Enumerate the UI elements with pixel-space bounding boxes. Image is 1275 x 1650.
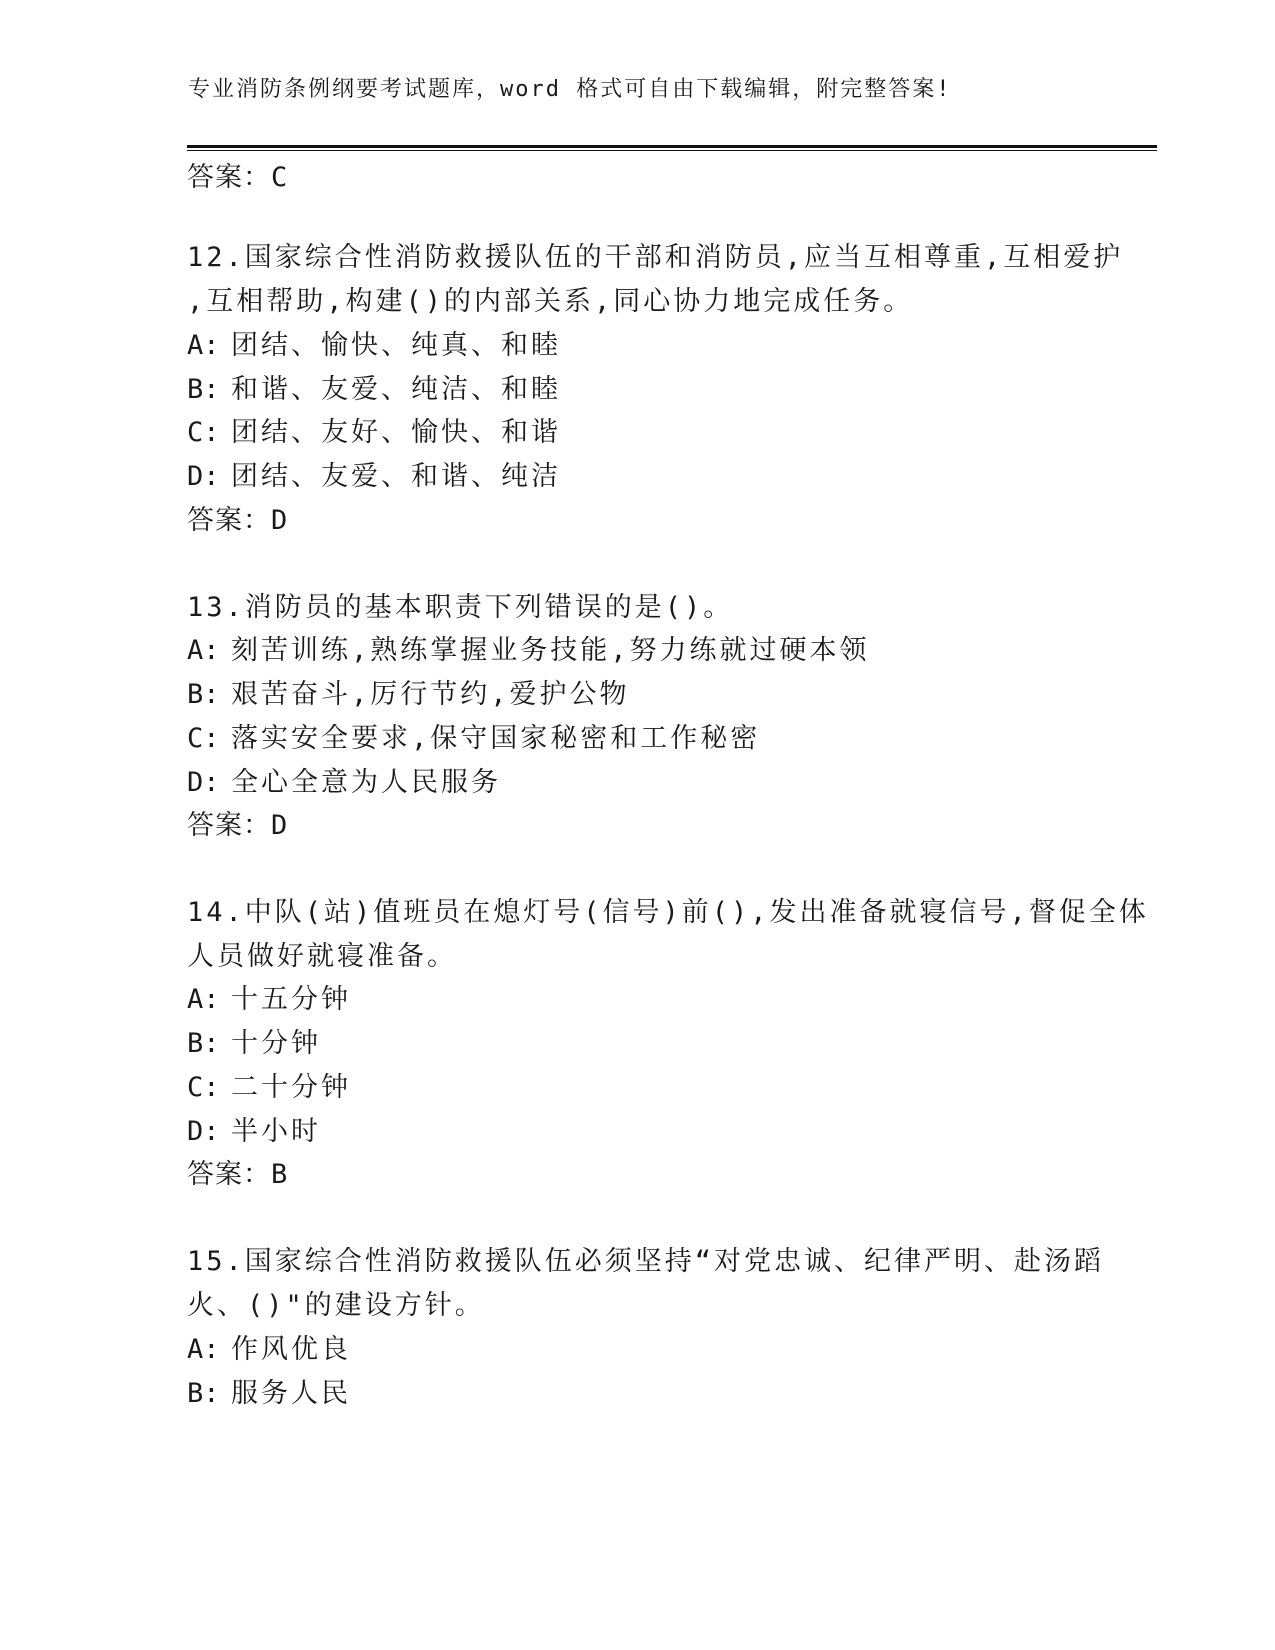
option-letter: A:: [187, 984, 220, 1015]
option-letter: A:: [187, 330, 220, 361]
option-text: 团结、愉快、纯真、和睦: [231, 330, 561, 361]
question-15-option-a: [187, 1330, 351, 1370]
question-12-stem-line1: 12.国家综合性消防救援队伍的干部和消防员,应当互相尊重,互相爱护: [187, 242, 1124, 273]
question-13-option-b: [187, 675, 630, 715]
option-letter: D:: [187, 1116, 220, 1147]
option-text: 作风优良: [231, 1334, 351, 1365]
option-letter: B:: [187, 1378, 220, 1409]
question-14-stem-line2: 人员做好就寝准备。: [187, 941, 457, 972]
question-13-stem-line1: 13.消防员的基本职责下列错误的是()。: [187, 592, 734, 623]
answer-label: 答案：: [187, 505, 271, 536]
answer-prev: [187, 160, 288, 196]
option-letter: C:: [187, 723, 220, 754]
option-letter: D:: [187, 767, 220, 798]
option-text: 全心全意为人民服务: [231, 767, 501, 798]
answer-value: C: [271, 162, 289, 193]
option-text: 和谐、友爱、纯洁、和睦: [231, 374, 561, 405]
question-12-option-a: [187, 326, 561, 366]
answer-label: 答案：: [187, 162, 271, 193]
option-text: 艰苦奋斗,厉行节约,爱护公物: [231, 679, 630, 710]
header-rule-thick: [187, 145, 1157, 148]
question-14-answer: [187, 1157, 288, 1193]
option-letter: A:: [187, 1334, 220, 1365]
answer-value: B: [271, 1159, 289, 1190]
answer-value: D: [271, 810, 289, 841]
option-text: 半小时: [231, 1116, 321, 1147]
question-13-option-d: [187, 763, 501, 803]
option-text: 服务人民: [231, 1378, 351, 1409]
header-rule-thin: [187, 150, 1157, 151]
question-12-option-c: [187, 413, 561, 453]
option-text: 刻苦训练,熟练掌握业务技能,努力练就过硬本领: [231, 635, 870, 666]
option-text: 十分钟: [231, 1028, 321, 1059]
question-12-option-b: [187, 370, 561, 410]
question-15-stem-line1: 15.国家综合性消防救援队伍必须坚持“对党忠诚、纪律严明、赴汤蹈: [187, 1246, 1105, 1277]
option-text: 团结、友好、愉快、和谐: [231, 417, 561, 448]
option-text: 二十分钟: [231, 1072, 351, 1103]
answer-label: 答案：: [187, 810, 271, 841]
question-13-option-c: [187, 719, 760, 759]
option-letter: D:: [187, 461, 220, 492]
option-text: 团结、友爱、和谐、纯洁: [231, 461, 561, 492]
option-letter: B:: [187, 679, 220, 710]
question-14-stem-line1: 14.中队(站)值班员在熄灯号(信号)前(),发出准备就寝信号,督促全体: [187, 897, 1149, 928]
option-letter: B:: [187, 1028, 220, 1059]
option-letter: A:: [187, 635, 220, 666]
question-14-option-a: [187, 980, 351, 1020]
answer-value: D: [271, 505, 289, 536]
question-12-stem-line2: ,互相帮助,构建()的内部关系,同心协力地完成任务。: [187, 286, 914, 317]
question-14-option-b: [187, 1024, 321, 1064]
question-15-option-b: [187, 1374, 351, 1414]
question-15-stem-line2: 火、()"的建设方针。: [187, 1290, 485, 1321]
option-letter: C:: [187, 1072, 220, 1103]
question-14-option-c: [187, 1068, 351, 1108]
question-13-option-a: [187, 631, 870, 671]
option-letter: C:: [187, 417, 220, 448]
question-13-answer: [187, 808, 288, 844]
option-text: 落实安全要求,保守国家秘密和工作秘密: [231, 723, 761, 754]
page-header: 专业消防条例纲要考试题库，word 格式可自由下载编辑，附完整答案!: [188, 77, 952, 102]
question-12-answer: [187, 503, 288, 539]
question-14-option-d: [187, 1112, 321, 1152]
answer-label: 答案：: [187, 1159, 271, 1190]
option-text: 十五分钟: [231, 984, 351, 1015]
option-letter: B:: [187, 374, 220, 405]
question-12-option-d: [187, 457, 561, 497]
